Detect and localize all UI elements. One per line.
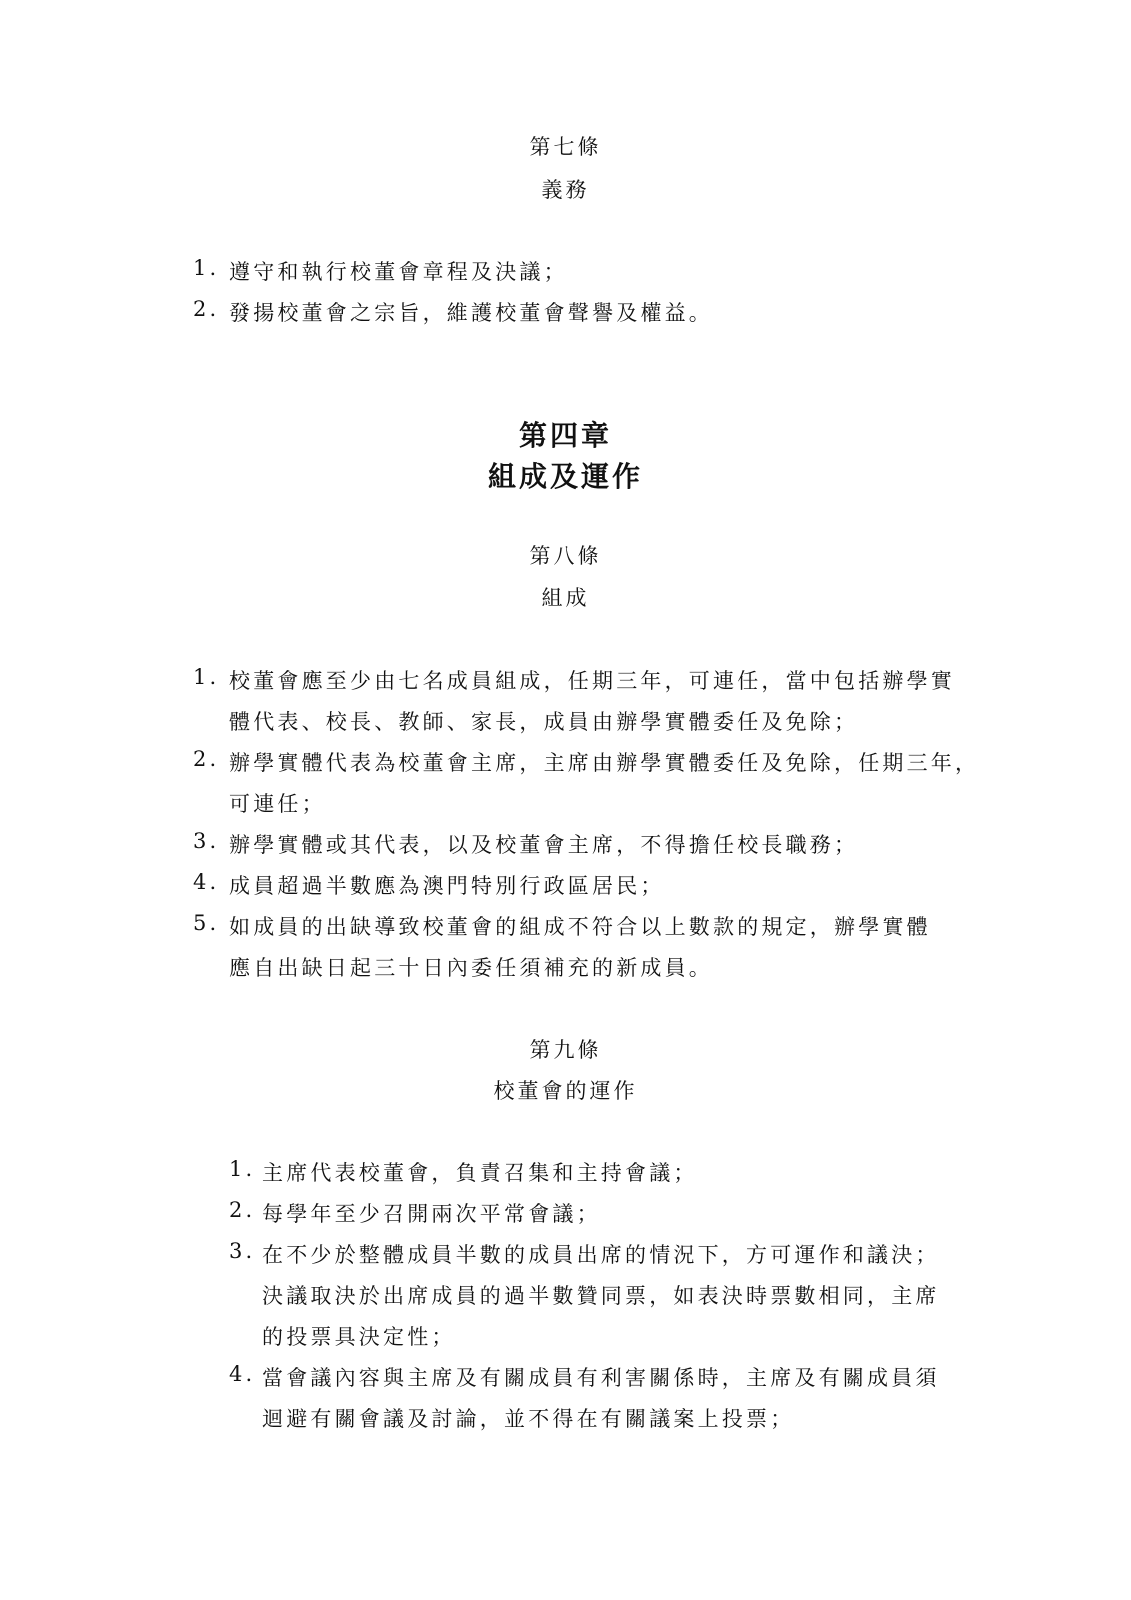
item-text: 發揚校董會之宗旨，維護校董會聲譽及權益。 <box>229 301 713 325</box>
chapter-4-subtitle: 組成及運作 <box>487 460 643 493</box>
item-text-continued: 體代表、校長、教師、家長，成員由辦學實體委任及免除； <box>229 710 859 734</box>
item-number: 1. <box>193 665 220 689</box>
item-number: 2. <box>193 747 220 771</box>
article-9-subtitle: 校董會的運作 <box>493 1079 638 1103</box>
item-text-continued: 決議取決於出席成員的過半數贊同票，如表決時票數相同，主席 <box>262 1284 940 1308</box>
item-number: 3. <box>229 1239 256 1263</box>
article-7-subtitle: 義務 <box>541 178 590 202</box>
item-number: 1. <box>229 1157 256 1181</box>
item-text-continued: 迴避有關會議及討論，並不得在有關議案上投票； <box>262 1407 795 1431</box>
article-8-subtitle: 組成 <box>541 586 590 610</box>
item-text: 在不少於整體成員半數的成員出席的情況下，方可運作和議決； <box>262 1243 940 1267</box>
item-number: 2. <box>229 1198 256 1222</box>
item-number: 4. <box>193 870 220 894</box>
item-text: 主席代表校董會，負責召集和主持會議； <box>262 1161 698 1185</box>
item-text: 辦學實體或其代表，以及校董會主席，不得擔任校長職務； <box>229 833 859 857</box>
item-number: 4. <box>229 1362 256 1386</box>
item-text: 辦學實體代表為校董會主席，主席由辦學實體委任及免除，任期三年， <box>229 751 980 775</box>
item-text: 如成員的出缺導致校董會的組成不符合以上數款的規定，辦學實體 <box>229 915 931 939</box>
item-text: 每學年至少召開兩次平常會議； <box>262 1202 601 1226</box>
article-9-title: 第九條 <box>529 1038 602 1062</box>
item-text-continued: 的投票具決定性； <box>262 1325 456 1349</box>
chapter-4-title: 第四章 <box>518 419 612 452</box>
item-text: 當會議內容與主席及有關成員有利害關係時，主席及有關成員須 <box>262 1366 940 1390</box>
item-text: 校董會應至少由七名成員組成，任期三年，可連任，當中包括辦學實 <box>229 669 955 693</box>
item-number: 2. <box>193 297 220 321</box>
article-7-title: 第七條 <box>529 135 602 159</box>
item-text: 成員超過半數應為澳門特別行政區居民； <box>229 874 665 898</box>
item-number: 3. <box>193 829 220 853</box>
item-text-continued: 可連任； <box>229 792 326 816</box>
item-number: 5. <box>193 911 220 935</box>
item-number: 1. <box>193 256 220 280</box>
article-8-title: 第八條 <box>529 544 602 568</box>
item-text-continued: 應自出缺日起三十日內委任須補充的新成員。 <box>229 956 713 980</box>
item-text: 遵守和執行校董會章程及決議； <box>229 260 568 284</box>
